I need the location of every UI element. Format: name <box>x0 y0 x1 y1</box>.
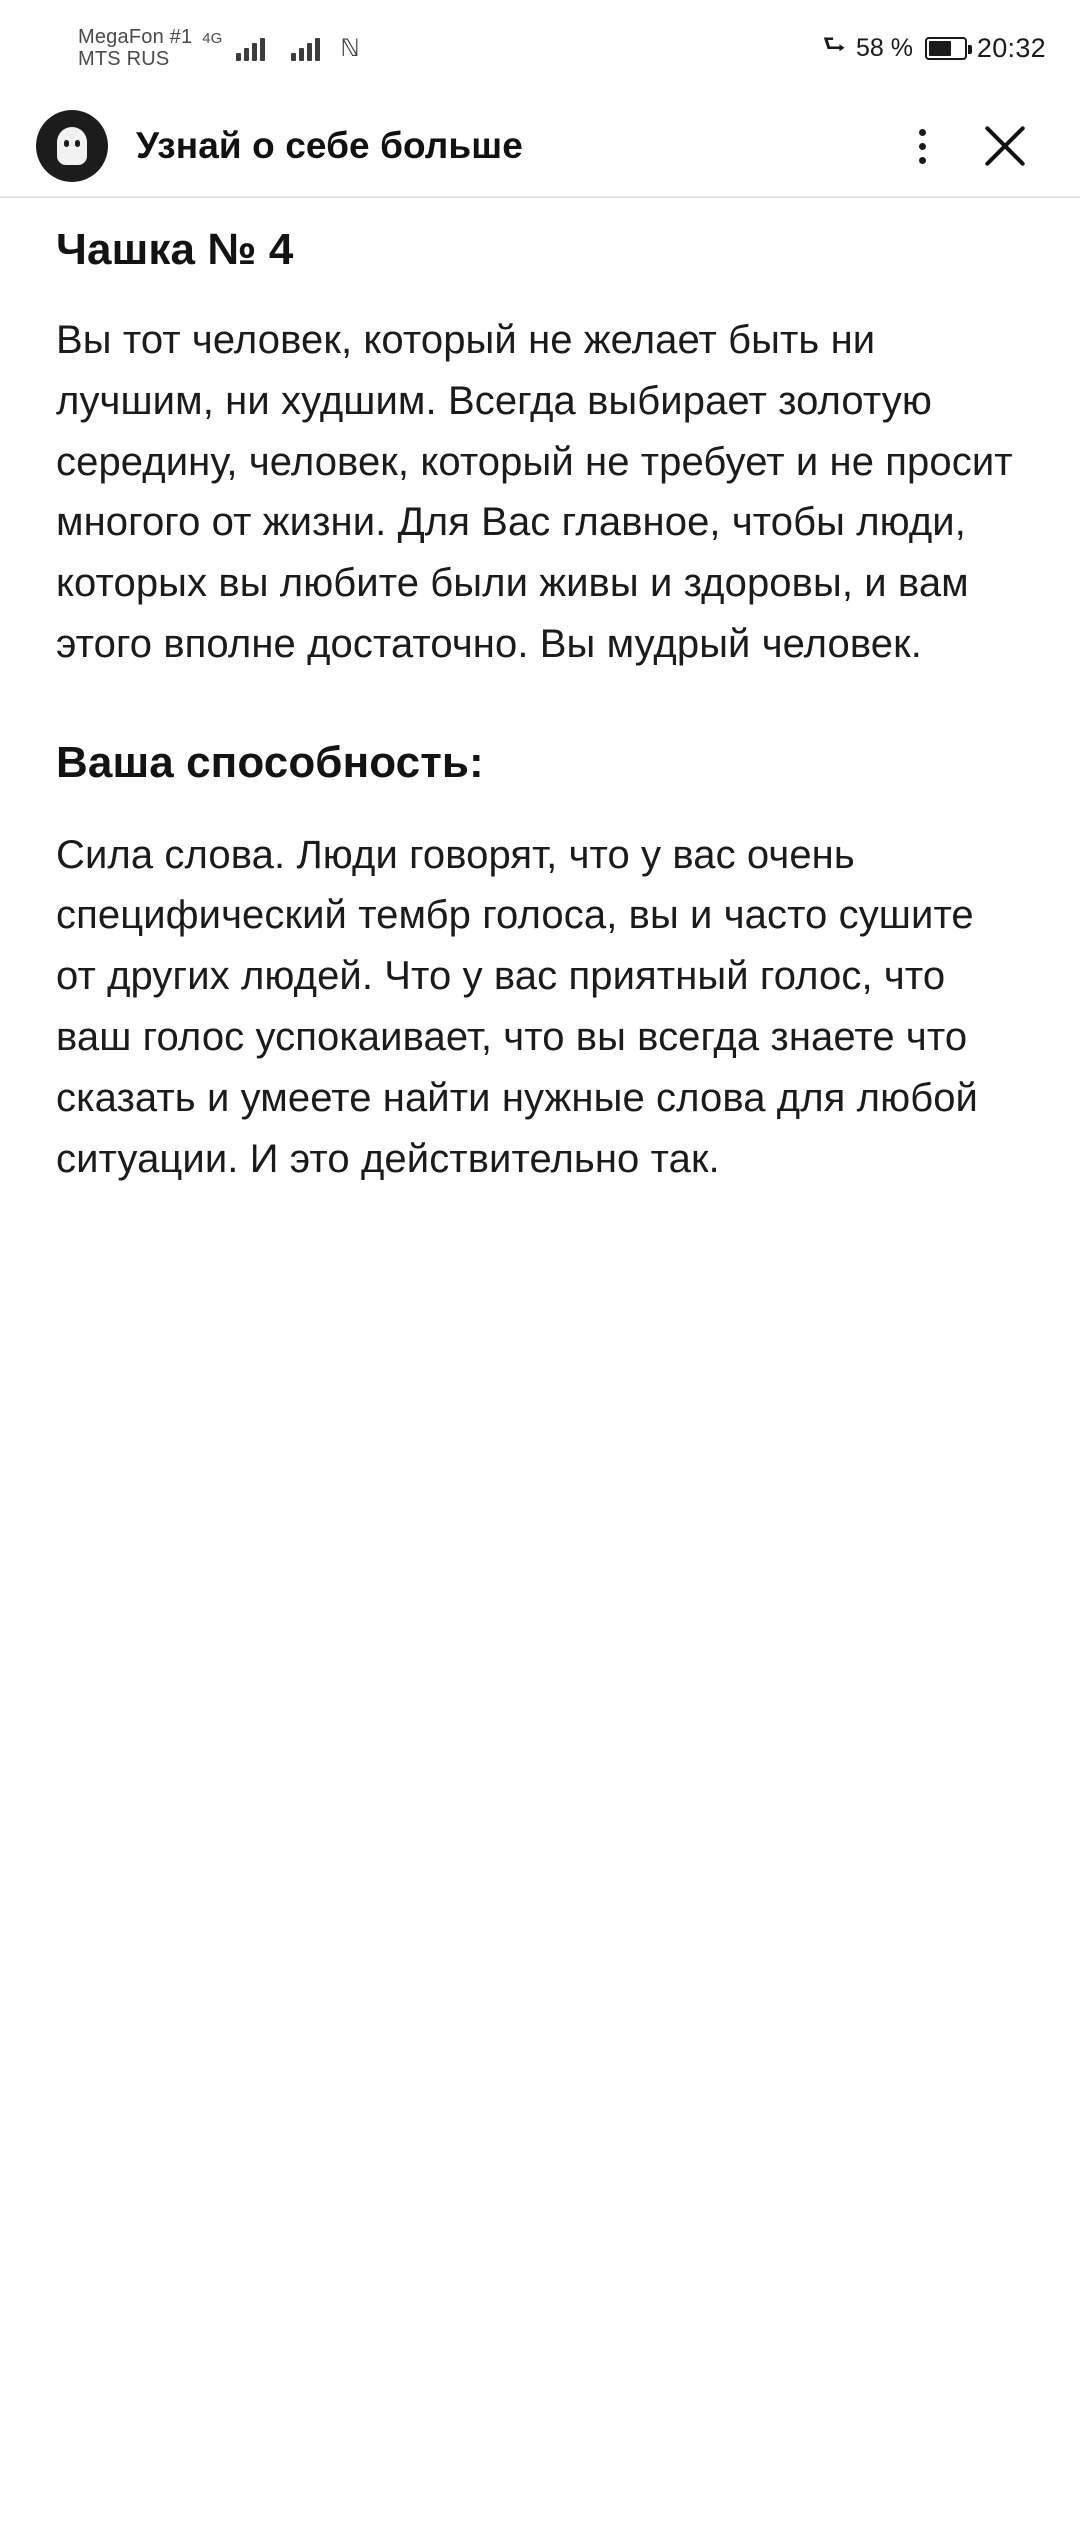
battery-fill <box>929 41 951 56</box>
avatar-glyph <box>57 127 87 165</box>
paragraph-description: Вы тот человек, который не желает быть ни лучшим, ни худшим. Всегда выбирает золотую середину, человек, который не требует и не просит многого от жизни. Для Вас главное, чтобы люди, которых вы любите были живы и здоровы, и вам этого вполне достаточно. Вы мудрый человек. <box>56 317 1013 666</box>
signal-bars-icon-secondary <box>291 35 320 61</box>
carrier-name-primary: MegaFon #1 <box>78 25 193 48</box>
page-title: Узнай о себе больше <box>136 125 523 166</box>
signal-bars-icon <box>236 35 265 61</box>
carrier-labels <box>78 26 192 71</box>
article-content <box>0 198 1080 1189</box>
battery-icon <box>925 37 967 60</box>
status-bar <box>0 0 1080 96</box>
paragraph-ability: Сила слова. Люди говорят, что у вас очень специфический тембр голоса, вы и часто сушите от других людей. Что у вас приятный голос, что ваш голос успокаивает, что вы всегда знаете что сказать и умеете найти нужные слова для любой ситуации. И это действительно так. <box>56 832 978 1181</box>
battery-percent-label: 58 % <box>855 33 913 62</box>
nfc-icon: ℕ <box>340 34 360 62</box>
kebab-dot <box>919 143 926 150</box>
close-icon[interactable] <box>968 109 1042 183</box>
status-bar-right <box>823 26 1046 70</box>
status-clock: 20:32 <box>976 32 1046 63</box>
section-heading-ability: Ваша способность: <box>56 737 484 787</box>
kebab-menu-icon[interactable] <box>894 115 950 177</box>
app-bar <box>0 96 1080 198</box>
app-avatar-icon[interactable] <box>36 110 108 182</box>
kebab-dot <box>919 129 926 136</box>
bluetooth-icon: ⮑ <box>822 30 846 60</box>
kebab-dot <box>919 157 926 164</box>
network-type-label: 4G <box>202 29 223 47</box>
section-heading-cup: Чашка № 4 <box>56 225 294 274</box>
status-bar-left <box>78 26 360 71</box>
carrier-name-secondary: MTS RUS <box>78 48 170 70</box>
